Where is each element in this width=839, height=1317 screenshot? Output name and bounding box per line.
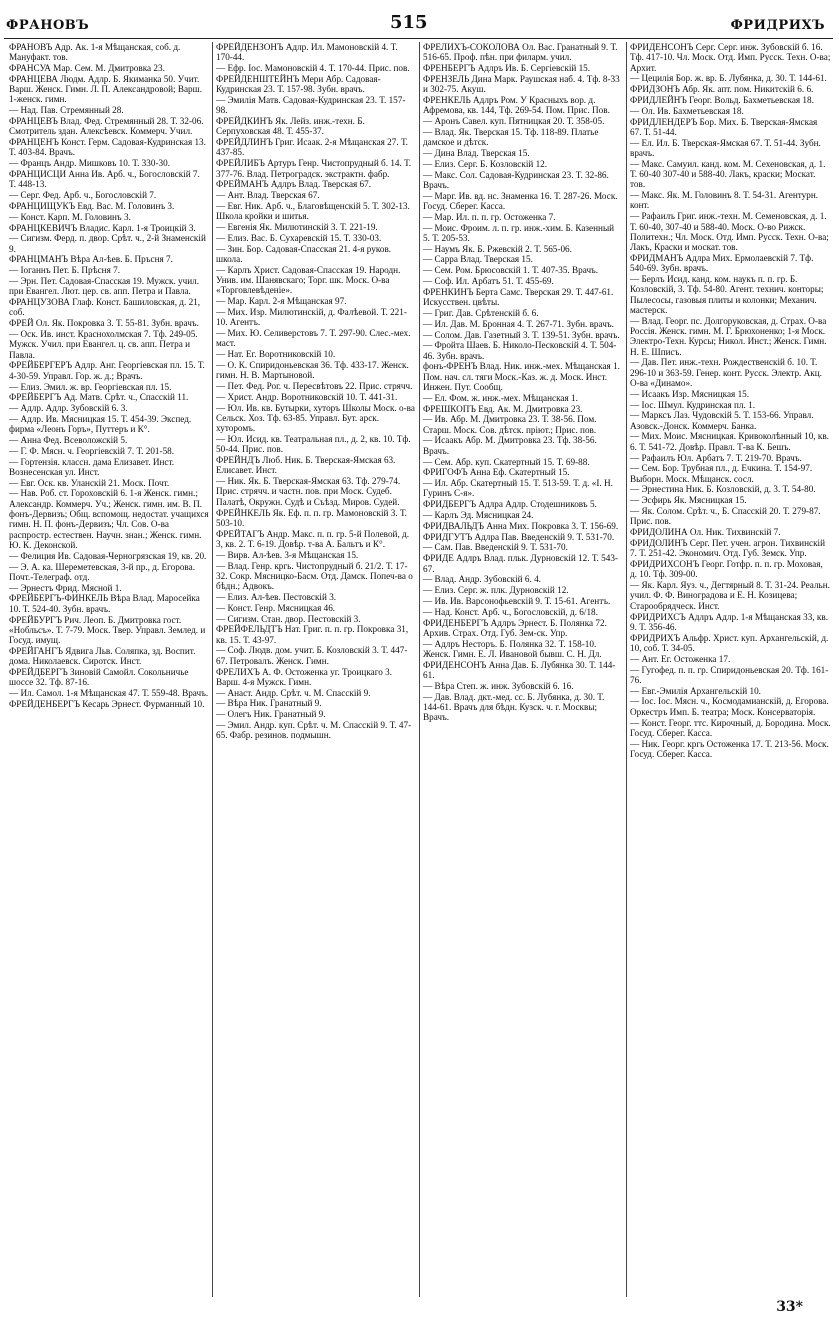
directory-entry: — Адлр. Адлр. Зубовскій 6. 3.: [9, 403, 128, 414]
directory-entry: ФРИДРИХСОНЪ Георг. Готфр. п. п. гр. Моховая, д. 10. Тф. 309-00.: [630, 559, 823, 580]
directory-entry: — Францъ Андр. Мишковъ 10. Т. 330-30.: [9, 158, 171, 169]
signature-mark: 33*: [776, 1299, 803, 1315]
directory-entry: — Э. А. ка. Шереметевская, 3-й пр., д. Егорова. Почт.-Телеграф. отд.: [9, 561, 196, 582]
directory-entry: — Влад. Як. Тверская 15. Тф. 118-89. Платье дамское и дѣтск.: [423, 126, 599, 148]
directory-entry: — Ефр. Іос. Мамоновскій 4. Т. 170-44. Прис. пов.: [216, 63, 410, 74]
directory-entry: — Исаакъ Абр. М. Дмитровка 23. Тф. 38-56. Врачъ.: [423, 435, 597, 456]
directory-entry: — Сем. Бор. Трубная пл., д. Ечкина. Т. 154-97. Выборн. Моск. Мѣщанск. сосл.: [630, 463, 813, 484]
directory-columns: [6, 42, 836, 1297]
directory-entry: ФРИДОЛИНА Ол. Ник. Тихвинскій 7.: [630, 527, 781, 538]
directory-entry: — Евгенія Як. Милютинскій 3. Т. 221-19.: [216, 222, 378, 233]
directory-entry: — Ел. Фом. ж. инж.-мех. Мѣщанская 1.: [423, 392, 578, 403]
directory-entry: — Макс. Як. М. Головинъ 8. Т. 54-31. Агентурн. конт.: [630, 190, 819, 211]
directory-entry: — Макс. Сол. Садовая-Кудринская 23. Т. 32-86. Врачъ.: [423, 169, 609, 190]
directory-entry: ФРЕЙДЕНШТЕЙНЪ Мери Абр. Садовая-Кудринская 23. Т. 157-98. Зубн. врачъ.: [216, 73, 381, 95]
directory-entry: ФРЕЙФЕЛЬДТЪ Нат. Григ. п. п. гр. Покровка 31, кв. 15. Т. 43-97.: [216, 624, 409, 645]
directory-entry: — Солом. Дав. Газетный 3. Т. 139-51. Зубн. врачъ.: [423, 329, 620, 340]
directory-entry: — Христ. Андр. Воротниковскій 10. Т. 441-31.: [216, 391, 398, 402]
directory-entry: — Як. Солом. Срѣт. ч., Б. Спасскій 20. Т. 279-87. Прис. пов.: [630, 506, 821, 527]
directory-entry: ФРАНЦИСЦИ Анна Ив. Арб. ч., Богословскій 7. Т. 448-13.: [9, 169, 200, 190]
directory-entry: — Аронъ Савел. куп. Пятницкая 20. Т. 358-05.: [423, 116, 605, 127]
directory-entry: — Юл. Ив. кв. Бутырки, хуторъ Школы Моск. о-ва Сельск. Хоз. Тф. 63-85. Управл. Бут. арск. хуторомъ.: [216, 402, 415, 434]
page-header: [0, 0, 839, 36]
directory-entry: ФРЕШКОПЪ Евд. Ак. М. Дмитровка 23.: [423, 403, 583, 414]
directory-entry: — Ил. Самол. 1-я Мѣщанская 47. Т. 559-48. Врачъ.: [9, 688, 209, 699]
directory-entry: — Іос. Шмул. Кудринская пл. 1.: [630, 399, 756, 410]
directory-entry: — Елиз. Ал-ѣев. Пестовскій 3.: [216, 591, 337, 602]
directory-entry: — Влад. Генр. кргь. Чистопрудный б. 21/2. Т. 17-32. Сокр. Мясницко-Басм. Отд. Дамск. Попеч-ва о бѣдн.; Адвокъ.: [216, 560, 413, 592]
directory-entry: — Фелиция Ив. Садовая-Черногрязская 19, кв. 20.: [9, 550, 207, 561]
directory-entry: ФРИДЕНСОНЪ Серг. Серг. инж. Зубовскій б. 16. Тф. 417-10. Чл. Моск. Отд. Имп. Русск. Техн. О-ва; Архит.: [630, 42, 831, 73]
running-head-right: ФРИДРИХЪ: [730, 18, 825, 33]
directory-entry: — Елиз. Серг. ж. плк. Дурновскій 12.: [423, 585, 569, 596]
directory-entry: ФРИГОФЪ Анна Еф. Скатертный 15.: [423, 467, 570, 478]
directory-entry: ФРИДГУТЪ Адлра Пав. Введенскій 9. Т. 531-70.: [423, 531, 615, 542]
directory-entry: — Іос. Іос. Мясн. ч., Космодамианскій, д. Егорова. Оркестръ Имп. Б. театра; Моск. Консерваторія.: [630, 696, 829, 717]
directory-entry: ФРАНЦКЕВИЧЪ Владис. Карл. 1-я Троицкій 3.: [9, 222, 196, 233]
directory-entry: — Моис. Фроим. л. п. гр. инж.-хим. Б. Казенный 5. Т. 205-53.: [423, 222, 615, 243]
directory-entry: ФРАНЦИЩУКЪ Евд. Вас. М. Головинъ 3.: [9, 200, 175, 211]
directory-entry: — Ел. Ил. Б. Тверская-Ямская 67. Т. 51-44. Зубн. врачъ.: [630, 137, 821, 158]
directory-entry: — Гугофед. п. п. гр. Спиридоньевская 20. Тф. 161-76.: [630, 664, 829, 685]
directory-entry: — Евг. Оск. кв. Уланскій 21. Моск. Почт.: [9, 477, 170, 488]
directory-entry: — Дав. Пет. инж.-техн. Рождественскій б. 10. Т. 296-10 и 363-59. Генер. конт. Русск. Электр. Акц. О-ва «Динамо».: [630, 357, 822, 388]
directory-entry: ФРЕЛИХЪ А. Ф. Остоженка уг. Троицкаго 3. Варш. 4-я Мужск. Гимн.: [216, 666, 393, 687]
directory-entry: — Ник. Георг. кргь Остоженка 17. Т. 213-56. Моск. Госуд. Сберег. Касса.: [630, 738, 829, 759]
directory-entry: — Вирв. Ал-ѣев. 3-я Мѣщанская 15.: [216, 549, 359, 560]
directory-entry: — Евг. Ник. Арб. ч., Благовѣщенскій 5. Т. 302-13. Школа кройки и шитья.: [216, 200, 410, 222]
directory-entry: — Цецилія Бор. ж. вр. Б. Лубянка, д. 30. Т. 144-61.: [630, 73, 827, 84]
directory-entry: ФРЕЙНДЪ Люб. Ник. Б. Тверская-Ямская 63. Елисавет. Инст.: [216, 455, 396, 476]
directory-entry: — Ол. Ив. Бахметьевская 18.: [630, 105, 744, 116]
directory-entry: ФРЕЙДЕНЗОНЪ Адлр. Ил. Мамоновскій 4. Т. 170-44.: [216, 42, 398, 63]
directory-entry: ФРИДЕНБЕРГЪ Адлръ Эрнест. Б. Полянка 72. Архив. Страх. Отд. Губ. Зем-ск. Упр.: [423, 617, 607, 638]
directory-entry: ФРИДБЕРГЪ Адлра Адлр. Стодешниковъ 5.: [423, 499, 597, 510]
directory-entry: — Анна Фед. Всеволожскій 5.: [9, 434, 128, 445]
column-2: [213, 42, 420, 1297]
directory-entry: — Г. Ф. Мясн. ч. Георгіевскій 7. Т. 201-58.: [9, 445, 175, 456]
directory-entry: ФРИДВАЛЬДЪ Анна Мих. Покровка 3. Т. 156-69.: [423, 520, 619, 531]
directory-entry: — Ил. Дав. М. Бронная 4. Т. 267-71. Зубн. врачъ.: [423, 318, 614, 329]
directory-entry: — Зин. Бор. Садовая-Спасская 21. 4-я руков. школа.: [216, 243, 392, 264]
directory-entry: — Анаст. Андр. Срѣт. ч. М. Спасскій 9.: [216, 687, 371, 698]
directory-entry: — Ив. Абр. М. Дмитровка 23. Т. 38-56. Пом. Старш. Моск. Сов. дѣтск. пріют.; Прис. пов.: [423, 414, 597, 435]
directory-entry: — Дина Влад. Тверская 15.: [423, 147, 530, 158]
directory-entry: — Елиз. Эмил. ж. вр. Георгіевская пл. 15.: [9, 381, 172, 392]
directory-entry: — Мар. Карл. 2-я Мѣщанская 97.: [216, 296, 347, 307]
directory-entry: — О. К. Спиридоньевская 36. Тф. 433-17. Женск. гимн. Н. В. Мартыновой.: [216, 359, 409, 381]
directory-entry: ФРИДЛЕЙНЪ Георг. Вольд. Бахметьевская 18.: [630, 94, 814, 105]
directory-entry: — Эрнестина Ник. Б. Козловскій, д. 3. Т. 54-80.: [630, 484, 816, 495]
directory-entry: — Ив. Ив. Варсонофьевскій 9. Т. 15-61. Агентъ.: [423, 595, 611, 606]
directory-entry: — Пет. Фед. Рог. ч. Пересвѣтовъ 22. Прис. стрячч.: [216, 381, 413, 391]
directory-entry: ФРЕЙЛИБЪ Артуръ Генр. Чистопрудный б. 14. Т. 377-76. Влад. Петроградск. экстрактн. фабр.: [216, 158, 412, 179]
directory-entry: — Соф. Людв. дом. учит. Б. Козловскій 3. Т. 447-67. Петровалъ. Женск. Гимн.: [216, 645, 408, 666]
directory-entry: — Над. Конст. Арб. ч., Богословскій, д. 6/18.: [423, 606, 598, 617]
directory-entry: — Серг. Фед. Арб. ч., Богословскій 7.: [9, 190, 157, 201]
directory-entry: ФРЕЛИХЪ-СОКОЛОВА Ол. Вас. Гранатный 9. Т. 516-65. Проф. пѣн. при филарм. учил.: [423, 42, 618, 63]
directory-entry: — Мар. Ил. п. п. гр. Остоженка 7.: [423, 211, 556, 222]
directory-entry: — Григ. Дав. Срѣтенскій б. 6.: [423, 307, 539, 318]
directory-entry: — Конст. Карп. М. Головинъ 3.: [9, 211, 131, 222]
directory-entry: — Эмил. Андр. куп. Срѣт. ч. М. Спасскій 9. Т. 47-65. Фабр. резинов. подмышн.: [216, 720, 412, 741]
directory-entry: — Ил. Абр. Скатертный 15. Т. 513-59. Т. д. «І. Н. Гуринъ С-я».: [423, 478, 613, 499]
directory-entry: ФРАНЦУЗОВА Глаф. Конст. Башиловская, д. 21, соб.: [9, 297, 201, 318]
directory-entry: — Сигизм. Стан. двор. Пестовскій 3.: [216, 613, 361, 624]
directory-entry: ФРЕЙМАНЪ Адлръ Влад. Тверская 67.: [216, 179, 372, 190]
directory-entry: ФРЕНКИНЪ Берта Самс. Тверская 29. Т. 447-61. Искусствен. цвѣты.: [423, 286, 614, 308]
directory-entry: — Нав. Роб. ст. Гороховскій 6. 1-я Женск. гимн.; Александр. Коммерч. Уч.; Женск. гимн. им. В. П. фонъ-Дервизъ; Общ. вспомощ. недостат. учащихся гимн. Н. П. фонъ-Дервизъ; Чл. Сов. О-ва распростр. естествен. Научн. знан.; Женск. гимн. Ю. К. Деконской.: [9, 488, 209, 550]
directory-entry: — Сам. Пав. Введенскій 9. Т. 531-70.: [423, 542, 568, 553]
directory-entry: ФРЕЙТАГЪ Андр. Макс. п. п. гр. 5-й Полевой, д. 3, кв. 2. Т. 6-19. Довѣр. т-ва А. Бальтъ и К°.: [216, 528, 410, 549]
directory-entry: ФРИДЕНСОНЪ Анна Дав. Б. Лубянка 30. Т. 144-61.: [423, 659, 616, 681]
directory-entry: — Влад. Георг. пс. Долгоруковская, д. Страх. О-ва Россія. Женск. гимн. М. Г. Брюхоненко; 1-я Моск. Электро-Техн. Курсы; Никол. Инст.; Женск. Гимн. Н. Е. Шписъ.: [630, 315, 827, 357]
directory-entry: — Ник. Як. Б. Тверская-Ямская 63. Тф. 279-74. Прис. стрячч. и частн. пов. при Моск. Судеб. Палатѣ, Окружн. Судѣ и Съѣзд. Миров. Судей.: [216, 476, 401, 507]
directory-entry: — Рафаилъ Григ. инж.-техн. М. Семеновская, д. 1. Т. 60-40, 307-40 и 588-40. Моск. О-во Рижск. Политехн.; Чл. Моск. Отд. Имп. Русск. Техн. О-ва; Лакъ, Краски и москат. тов.: [630, 211, 829, 253]
directory-entry: — Влад. Андр. Зубовскій 6. 4.: [423, 574, 541, 585]
directory-entry: — Оск. Ив. инст. Краснохолмская 7. Тф. 249-05. Мужск. Учил. при Евангел. ц. св. апп. Петра и Павла.: [9, 329, 198, 360]
directory-entry: ФРИДМАНЪ Адлра Мих. Ермолаевскій 7. Тф. 540-69. Зубн. врачъ.: [630, 252, 814, 274]
directory-entry: ФРЕЙБЕРГЕРЪ Адлр. Анг. Георгіевская пл. 15. Т. 4-30-59. Управл. Гор. ж. д.; Врачъ.: [9, 360, 205, 381]
directory-entry: — Карлъ Эд. Мясницкая 24.: [423, 510, 534, 521]
directory-entry: — Мих. Изр. Милютинскій, д. Фалѣевой. Т. 221-10. Агентъ.: [216, 306, 407, 328]
directory-entry: ФРАНСУА Мар. Сем. М. Дмитровка 23.: [9, 63, 165, 74]
directory-entry: — Конст. Генр. Мясницкая 46.: [216, 602, 336, 613]
column-4: [627, 42, 834, 1297]
directory-entry: — Вѣра Ник. Гранатный 9.: [216, 698, 322, 709]
directory-entry: — Нат. Ег. Воротниковскій 10.: [216, 349, 336, 360]
directory-entry: ФРИДЗОНЪ Абр. Як. апт. пом. Никитскій 6. 6.: [630, 84, 814, 95]
directory-entry: — Рафаилъ Юл. Арбатъ 7. Т. 219-70. Врачъ.: [630, 452, 802, 463]
directory-entry: — Мих. Моис. Мясницкая. Кривоколѣнный 10, кв. 6. Т. 541-72. Довѣр. Правл. Т-ва К. Бешъ.: [630, 431, 829, 452]
directory-entry: фонъ-ФРЕНЪ Влад. Ник. инж.-мех. Мѣщанская 1. Пом. нач. сл. тяги Моск.-Каз. ж. д. Моск. Инст. Инжен. Пут. Сообщ.: [423, 361, 620, 392]
directory-entry: ФРЕНБЕРГЪ Адлръ Ив. Б. Сергіевскій 15.: [423, 63, 591, 74]
page-number: 515: [390, 12, 428, 33]
directory-entry: — Ант. Ег. Остоженка 17.: [630, 653, 731, 664]
directory-entry: — Наумъ Як. Б. Ржевскій 2. Т. 565-06.: [423, 243, 572, 254]
directory-entry: ФРАНЦЕВА Людм. Адлр. Б. Якиманка 50. Учит. Варш. Женск. Гимн. Л. П. Александровой; Варш. 1-женск. гимн.: [9, 73, 203, 105]
directory-entry: — Марксъ Лаз. Чудовскій 5. Т. 153-66. Управл. Азовск.-Донск. Коммерч. Банка.: [630, 410, 814, 431]
directory-entry: ФРИДРИХСЪ Адлръ Адлр. 1-я Мѣщанская 33, кв. 9. Т. 356-46.: [630, 611, 828, 632]
directory-entry: ФРЕЙБЕРГЪ-ФИНКЕЛЬ Вѣра Влад. Маросейка 10. Т. 524-40. Зубн. врачъ.: [9, 593, 200, 614]
directory-entry: — Вѣра Степ. ж. инж. Зубовскій 6. 16.: [423, 680, 574, 691]
directory-entry: ФРЕЙГАНГЪ Ядвига Льв. Соляпка, зд. Воспит. дома. Николаевск. Сиротск. Инст.: [9, 645, 196, 667]
directory-entry: — Фройта Шаев. Б. Николо-Песковскій 4. Т. 504-46. Зубн. врачъ.: [423, 340, 617, 361]
directory-entry: — Соф. Ил. Арбатъ 51. Т. 455-69.: [423, 276, 554, 287]
directory-entry: — Адлр. Ив. Мясницкая 15. Т. 454-39. Экспед. фирма «Леонъ Горъ», Путтеръ и К°.: [9, 413, 192, 435]
directory-entry: ФРЕЙБЕРГЪ Ад. Матв. Срѣт. ч., Спасскій 11.: [9, 392, 189, 403]
directory-entry: — Евг.-Эмилія Архангельскій 10.: [630, 685, 761, 696]
directory-entry: — Конст. Георг. ттс. Кирочный, д. Бородина. Моск. Госуд. Сберег. Касса.: [630, 717, 831, 738]
directory-entry: — Над. Пав. Стремянный 28.: [9, 105, 124, 116]
directory-entry: ФРИДРИХЪ Альфр. Христ. куп. Архангельскій, д. 10, соб. Т. 34-05.: [630, 632, 829, 653]
directory-entry: — Эрн. Пет. Садовая-Спасская 19. Мужск. учил. при Евангел. Лют. цер. св. апп. Петра и Павла.: [9, 276, 200, 297]
directory-entry: ФРЕНЗЕЛЬ Дина Марк. Раушская наб. 4. Тф. 8-33 и 302-75. Акуш.: [423, 73, 620, 95]
directory-entry: — Олегъ Ник. Гранатный 9.: [216, 709, 326, 720]
directory-entry: ФРАНЦЕВЪ Влад. Фед. Стремянный 28. Т. 32-06. Смотритель здан. Алексѣевск. Коммерч. Учил.: [9, 116, 204, 137]
running-head-left: ФРАНОВЪ: [6, 18, 90, 33]
directory-entry: ФРИДЛЕНДЕРЪ Бор. Мих. Б. Тверская-Ямская 67. Т. 51-44.: [630, 116, 818, 137]
directory-entry: ФРИДЕ Адлръ Влад. пльк. Дурновскій 12. Т. 543-67.: [423, 553, 618, 574]
directory-entry: — Як. Карл. Яуз. ч., Дегтярный 8. Т. 31-24. Реальн. учил. Ф. Ф. Виноградова и Е. Н. Козицева; Старообрядческ. Инст.: [630, 580, 830, 611]
directory-entry: ФРЕЙНКЕЛЬ Як. Еф. п. п. гр. Мамоновскій 3. Т. 503-10.: [216, 507, 407, 528]
directory-entry: ФРАНЦМАНЪ Вѣра Ал-ѣев. Б. Пръсня 7.: [9, 254, 173, 265]
directory-entry: ФРЕЙДБЕРГЪ Зиновій Самойл. Сокольничье шоссе 32. Тф. 87-16.: [9, 667, 189, 688]
directory-entry: — Елиз. Вас. Б. Сухаревскій 15. Т. 330-03.: [216, 232, 382, 243]
directory-entry: ФРАНЦЕНЪ Конст. Герм. Садовая-Кудринская 13. Т. 403-84. Врачъ.: [9, 137, 206, 158]
directory-entry: — Эсфирь Як. Мясницкая 15.: [630, 495, 747, 506]
directory-entry: — Гортензія. классн. дама Елизавет. Инст. Вознесенская ул. Инст.: [9, 456, 175, 477]
directory-entry: — Берлъ Исид. канд. ком. наукъ п. п. гр. Б. Козловскій, 3. Тф. 54-80. Агент. технич. конторы; Пылесосы, газовыя плиты и колонки; Механич. мастерск.: [630, 274, 824, 315]
directory-entry: ФРЕЙБУРГЪ Рич. Леоп. Б. Дмитровка гост. «Нобльсъ». Т. 7-79. Моск. Твер. Управл. Землед. и Госуд. имущ.: [9, 614, 206, 646]
directory-entry: — Макс. Самуил. канд. ком. М. Сехеновская, д. 1. Т. 60-40 307-40 и 588-40. Лакъ, краски; Москат. тов.: [630, 158, 826, 190]
directory-entry: ФРАНОВЪ Адр. Ак. 1-я Мѣщанская, соб. д. Мануфакт. тов.: [9, 42, 181, 63]
header-rule: [4, 38, 833, 39]
directory-entry: — Іоганнъ Пет. Б. Прѣсня 7.: [9, 265, 120, 276]
directory-entry: — Юл. Исид. кв. Театральная пл., д. 2, кв. 10. Тф. 50-44. Прис. пов.: [216, 433, 411, 455]
directory-entry: ФРЕЙ Ол. Як. Покровка 3. Т. 55-81. Зубн. врачъ.: [9, 318, 199, 329]
directory-entry: — Сем. Абр. куп. Скатертный 15. Т. 69-88.: [423, 456, 590, 467]
directory-entry: — Елиз. Серг. Б. Козловскій 12.: [423, 158, 548, 169]
directory-entry: — Исаакъ Изр. Мясницкая 15.: [630, 388, 750, 399]
directory-entry: — Сигизм. Ферд. п. двор. Срѣт. ч., 2-й Знаменскій 9.: [9, 233, 206, 254]
directory-entry: ФРЕНКЕЛЬ Адлръ Ром. У Красныхъ вор. д. Афремова, кв. 144, Тф. 269-54. Пом. Прис. Пов.: [423, 94, 610, 116]
directory-entry: — Сем. Ром. Брюсовскій 1. Т. 407-35. Врачъ.: [423, 265, 599, 276]
directory-entry: — Мих. Ю. Селиверстовъ 7. Т. 297-90. Слес.-мех. маст.: [216, 328, 411, 349]
column-1: [6, 42, 213, 1297]
directory-entry: — Ант. Влад. Тверская 67.: [216, 190, 320, 201]
directory-entry: — Дав. Влад. дкт.-мед. сс. Б. Лубянка, д. 30. Т. 144-61. Врачъ для бѣдн. Кузск. ч. г. Москвы; Врачъ.: [423, 691, 605, 723]
directory-entry: ФРЕЙДЕНБЕРГЪ Кесарь Эрнест. Фурманный 10.: [9, 698, 205, 709]
directory-entry: — Сарра Влад. Тверская 15.: [423, 254, 533, 265]
directory-entry: ФРИДОЛИНЪ Серг. Пет. учен. агрон. Тихвинскій 7. Т. 251-42. Экономич. Отд. Губ. Земск. Упр.: [630, 537, 826, 559]
column-3: [420, 42, 627, 1297]
directory-entry: — Эрнестъ Фрид. Мясной 1.: [9, 582, 122, 593]
directory-entry: ФРЕЙДЛИНЪ Григ. Исаак. 2-я Мѣщанская 27. Т. 437-85.: [216, 137, 408, 158]
directory-entry: ФРЕЙДКИНЪ Як. Лейз. инж.-техн. Б. Серпуховская 48. Т. 455-37.: [216, 116, 365, 137]
directory-entry: — Адлръ Несторъ. Б. Полянка 32. Т. 158-10. Женск. Гимн. Е. Л. Ивановой бывш. С. Н. Дл.: [423, 638, 602, 659]
directory-entry: — Марг. Ив. вд. нс. Знаменка 16. Т. 287-26. Моск. Госуд. Сберег. Касса.: [423, 190, 618, 211]
directory-entry: — Карлъ Христ. Садовая-Спасская 19. Народн. Унив. им. Шанявскаго; Торг. шк. Моск. О-ва «Торговлевѣденіе».: [216, 264, 401, 296]
directory-entry: — Эмилія Матв. Садовая-Кудринская 23. Т. 157-98.: [216, 94, 406, 116]
